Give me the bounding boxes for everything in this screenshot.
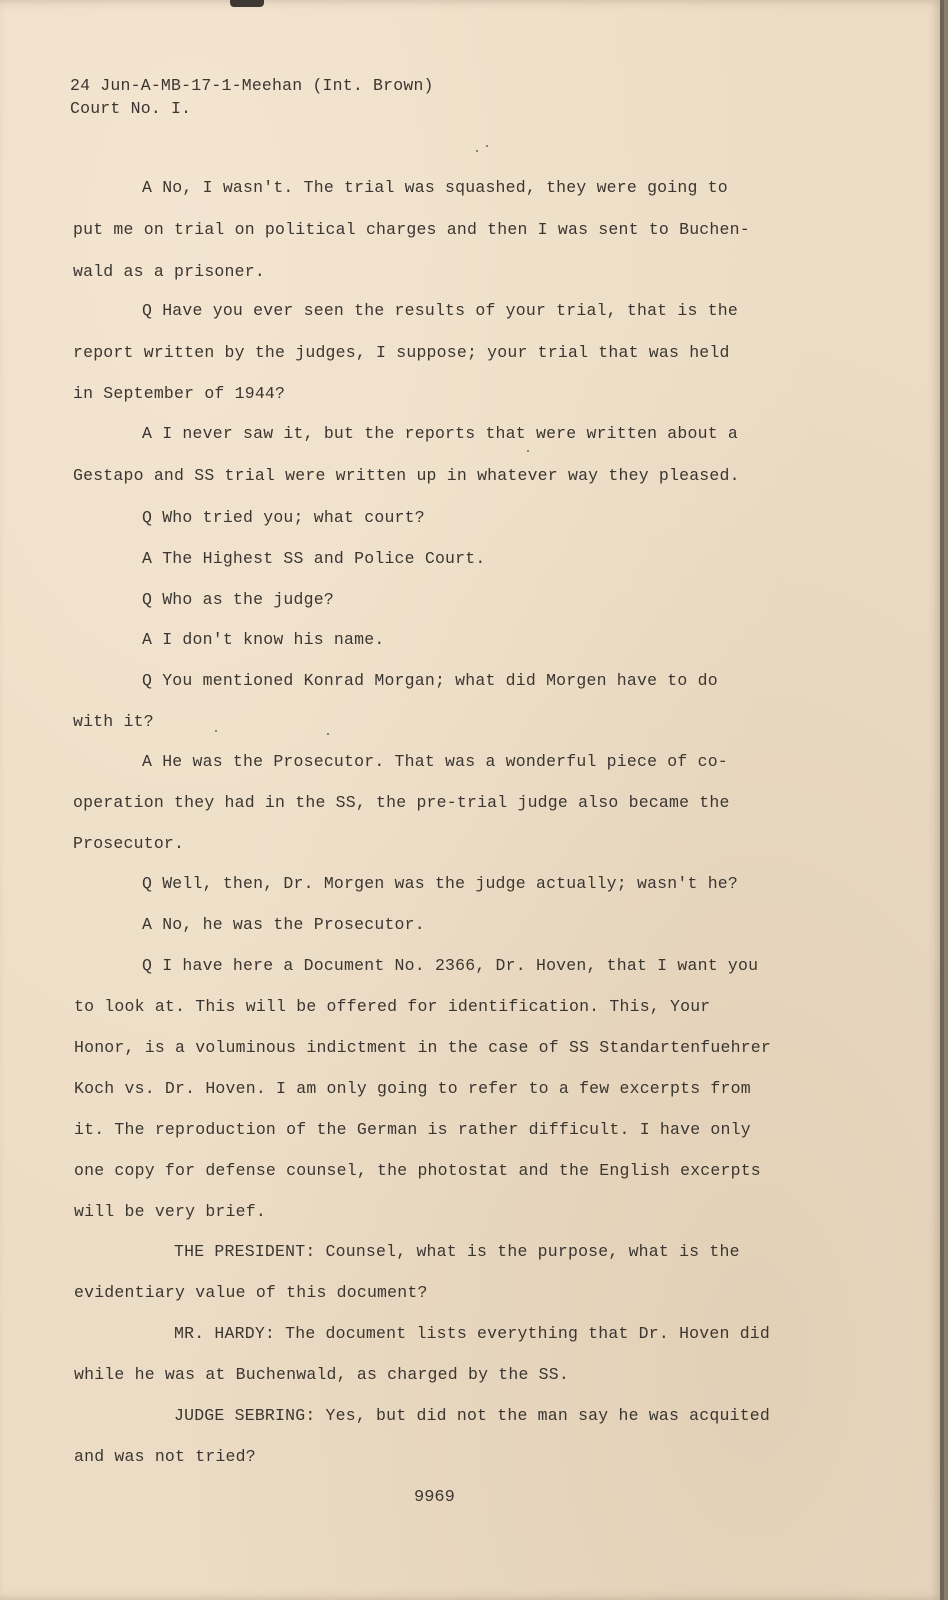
transcript-line: evidentiary value of this document? — [74, 1283, 428, 1302]
transcript-line: wald as a prisoner. — [73, 262, 265, 281]
transcript-line: to look at. This will be offered for identification. This, Your — [74, 997, 711, 1016]
paper-speck — [327, 733, 329, 735]
transcript-line: Q Well, then, Dr. Morgen was the judge actually; wasn't he? — [142, 874, 738, 893]
page-number: 9969 — [414, 1488, 455, 1507]
transcript-line: THE PRESIDENT: Counsel, what is the purpose, what is the — [174, 1242, 740, 1261]
transcript-line: Q Who tried you; what court? — [142, 508, 425, 527]
transcript-line: while he was at Buchenwald, as charged by the SS. — [74, 1365, 569, 1384]
paper-speck — [486, 145, 488, 147]
transcript-line: A He was the Prosecutor. That was a wonderful piece of co- — [142, 752, 728, 771]
transcript-line: report written by the judges, I suppose; your trial that was held — [73, 343, 730, 362]
transcript-line: with it? — [73, 712, 154, 731]
transcript-line: put me on trial on political charges and then I was sent to Buchen- — [73, 220, 750, 239]
header-line-2: Court No. I. — [70, 99, 192, 118]
transcript-line: Honor, is a voluminous indictment in the case of SS Standartenfuehrer — [74, 1038, 772, 1057]
transcript-line: A The Highest SS and Police Court. — [142, 549, 486, 568]
transcript-line: JUDGE SEBRING: Yes, but did not the man say he was acquited — [174, 1406, 770, 1425]
paper-speck — [215, 730, 217, 732]
transcript-line: operation they had in the SS, the pre-trial judge also became the — [73, 793, 730, 812]
transcript-line: Q I have here a Document No. 2366, Dr. Hoven, that I want you — [142, 956, 759, 975]
header-line-1: 24 Jun-A-MB-17-1-Meehan (Int. Brown) — [70, 76, 434, 95]
transcript-line: Q Have you ever seen the results of your trial, that is the — [142, 301, 738, 320]
binder-clip — [230, 0, 264, 7]
transcript-line: A No, he was the Prosecutor. — [142, 915, 425, 934]
page-edge — [940, 0, 944, 1600]
transcript-line: Koch vs. Dr. Hoven. I am only going to refer to a few excerpts from — [74, 1079, 751, 1098]
transcript-line: in September of 1944? — [73, 384, 286, 403]
transcript-line: Gestapo and SS trial were written up in whatever way they pleased. — [73, 466, 740, 485]
transcript-line: one copy for defense counsel, the photostat and the English excerpts — [74, 1161, 761, 1180]
transcript-line: A No, I wasn't. The trial was squashed, they were going to — [142, 178, 728, 197]
transcript-line: will be very brief. — [74, 1202, 266, 1221]
transcript-line: and was not tried? — [74, 1447, 256, 1466]
transcript-line: it. The reproduction of the German is rather difficult. I have only — [74, 1120, 751, 1139]
transcript-line: Prosecutor. — [73, 834, 185, 853]
transcript-line: A I never saw it, but the reports that were written about a — [142, 424, 738, 443]
transcript-line: Q You mentioned Konrad Morgan; what did Morgen have to do — [142, 671, 718, 690]
paper-speck — [527, 450, 529, 452]
paper-speck — [476, 150, 478, 152]
transcript-line: MR. HARDY: The document lists everything that Dr. Hoven did — [174, 1324, 770, 1343]
transcript-line: Q Who as the judge? — [142, 590, 334, 609]
transcript-line: A I don't know his name. — [142, 630, 385, 649]
